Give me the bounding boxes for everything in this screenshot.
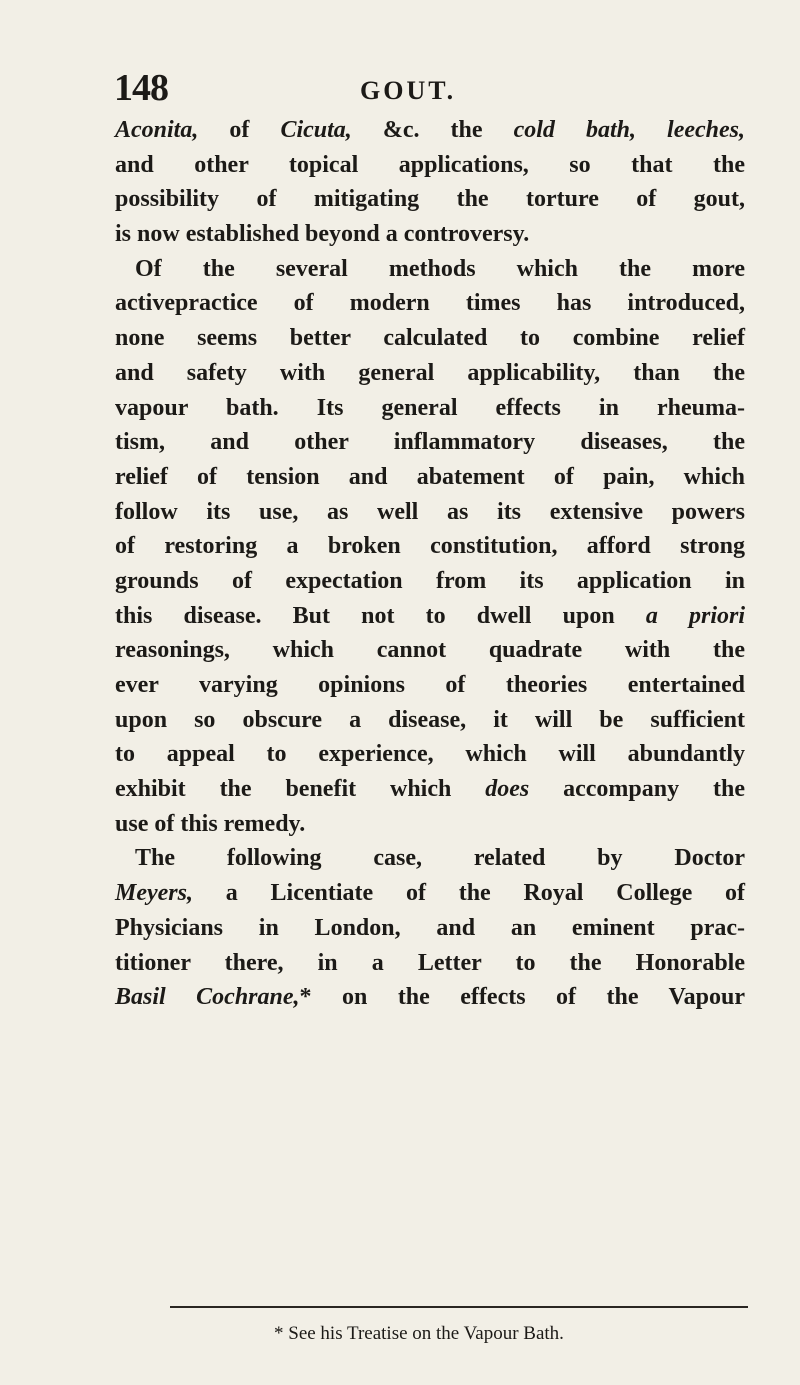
text-segment: of restoring a broken constitution, afford strong <box>115 533 745 560</box>
text-line <box>115 772 745 807</box>
text-segment: upon so obscure a disease, it will be sufficient <box>115 706 745 733</box>
text-line <box>115 737 745 772</box>
text-line <box>115 841 745 876</box>
text-line <box>115 460 745 495</box>
text-segment: Physicians in London, and an eminent prac- <box>115 914 745 941</box>
italic-text: Cicuta, <box>280 117 352 143</box>
text-line <box>115 425 745 460</box>
text-line <box>115 946 745 981</box>
text-line <box>115 252 745 287</box>
text-line <box>115 391 745 426</box>
text-line <box>115 148 745 183</box>
text-line <box>115 911 745 946</box>
text-segment: relief of tension and abatement of pain, which <box>115 463 745 490</box>
text-segment: accompany the <box>529 776 745 803</box>
body-text <box>115 113 745 1015</box>
text-segment: vapour bath. Its general effects in rheuma- <box>115 394 745 421</box>
text-line <box>115 980 745 1015</box>
text-segment: reasonings, which cannot quadrate with the <box>115 637 745 664</box>
text-segment: exhibit the benefit which <box>115 776 486 803</box>
text-line <box>115 356 745 391</box>
footnote: * See his Treatise on the Vapour Bath. <box>274 1323 564 1344</box>
text-segment: to appeal to experience, which will abundantly <box>115 741 745 768</box>
text-segment: tism, and other inflammatory diseases, the <box>115 429 745 456</box>
text-segment: activepractice of modern times has introduced, <box>115 290 745 317</box>
text-line <box>115 286 745 321</box>
text-line <box>115 529 745 564</box>
text-line <box>115 668 745 703</box>
text-segment: &c. the <box>351 117 514 143</box>
text-segment: and other topical applications, so that the <box>115 151 745 178</box>
text-line <box>115 113 745 148</box>
italic-text: a priori <box>645 602 745 629</box>
text-segment: use of this remedy. <box>115 810 306 837</box>
text-segment: titioner there, in a Letter to the Honorable <box>115 949 745 976</box>
text-line <box>115 703 745 738</box>
text-segment: The following case, related by Doctor <box>135 845 745 872</box>
text-segment: * on the effects of the Vapour <box>299 984 746 1011</box>
text-segment: of <box>198 117 281 143</box>
italic-text: Basil Cochrane, <box>115 984 300 1011</box>
text-line <box>115 876 745 911</box>
running-title: GOUT. <box>360 76 457 105</box>
footnote-divider <box>170 1306 748 1308</box>
text-segment: this disease. But not to dwell upon <box>115 602 646 629</box>
text-segment: possibility of mitigating the torture of gout, <box>115 186 745 213</box>
text-segment: and safety with general applicability, than the <box>115 359 745 386</box>
text-line <box>115 599 745 634</box>
italic-text: Aconita, <box>115 117 199 143</box>
text-segment: a Licentiate of the Royal College of <box>192 880 745 907</box>
text-line <box>115 495 745 530</box>
text-line <box>115 321 745 356</box>
italic-text: cold bath, leeches, <box>513 117 745 143</box>
text-line <box>115 633 745 668</box>
text-line <box>115 182 745 217</box>
text-segment: is now established beyond a controversy. <box>115 221 530 248</box>
text-line <box>115 564 745 599</box>
text-segment: follow its use, as well as its extensive powers <box>115 498 745 525</box>
italic-text: does <box>485 776 530 803</box>
text-line <box>115 807 745 842</box>
text-segment: Of the several methods which the more <box>135 255 745 282</box>
text-segment: none seems better calculated to combine relief <box>115 325 745 352</box>
text-segment: ever varying opinions of theories entertained <box>115 672 745 698</box>
text-segment: grounds of expectation from its application in <box>115 567 745 594</box>
text-line <box>115 217 745 252</box>
italic-text: Meyers, <box>115 880 193 907</box>
page-number: 148 <box>114 67 168 109</box>
